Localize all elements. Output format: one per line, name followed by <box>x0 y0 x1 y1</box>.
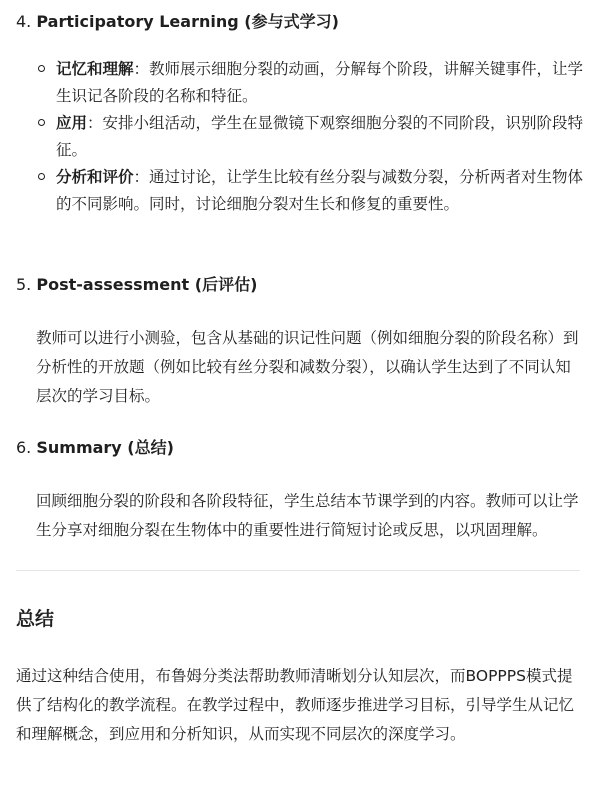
section-5-number: 5. <box>16 275 32 294</box>
section-6-number: 6. <box>16 438 32 457</box>
list-item-term: 应用 <box>56 114 88 132</box>
bullet-icon <box>38 173 45 180</box>
section-divider <box>16 570 580 571</box>
bullet-icon <box>38 65 45 72</box>
list-item <box>36 164 584 218</box>
bullet-icon <box>38 119 45 126</box>
section-5-body: 教师可以进行小测验，包含从基础的识记性问题（例如细胞分裂的阶段名称）到分析性的开放题（例如比较有丝分裂和减数分裂），以确认学生达到了不同认知层次的学习目标。 <box>36 329 579 405</box>
section-4-heading <box>16 11 339 33</box>
list-item <box>36 56 584 110</box>
section-6-body: 回顾细胞分裂的阶段和各阶段特征，学生总结本节课学到的内容。教师可以让学生分享对细胞分裂在生物体中的重要性进行简短讨论或反思，以巩固理解。 <box>36 492 579 539</box>
section-6-heading <box>16 437 174 459</box>
section-4-list <box>36 56 584 218</box>
section-6-title: Summary (总结) <box>36 438 174 457</box>
conclusion-heading: 总结 <box>16 608 55 630</box>
list-item-term: 分析和评价 <box>56 168 134 186</box>
section-4-title: Participatory Learning (参与式学习) <box>36 12 339 31</box>
list-item-text: ：安排小组活动，学生在显微镜下观察细胞分裂的不同阶段，识别阶段特征。 <box>56 114 584 159</box>
section-5-title: Post-assessment (后评估) <box>36 275 258 294</box>
list-item-text: ：教师展示细胞分裂的动画，分解每个阶段，讲解关键事件，让学生识记各阶段的名称和特征。 <box>56 60 584 105</box>
list-item-term: 记忆和理解 <box>56 60 134 78</box>
list-item <box>36 110 584 164</box>
list-item-text: ：通过讨论，让学生比较有丝分裂与减数分裂，分析两者对生物体的不同影响。同时，讨论细胞分裂对生长和修复的重要性。 <box>56 168 584 213</box>
conclusion-body: 通过这种结合使用，布鲁姆分类法帮助教师清晰划分认知层次，而BOPPPS模式提供了结构化的教学流程。在教学过程中，教师逐步推进学习目标，引导学生从记忆和理解概念，到应用和分析知识，从而实现不同层次的深度学习。 <box>16 667 575 743</box>
section-4-number: 4. <box>16 12 32 31</box>
section-5-heading <box>16 274 257 296</box>
